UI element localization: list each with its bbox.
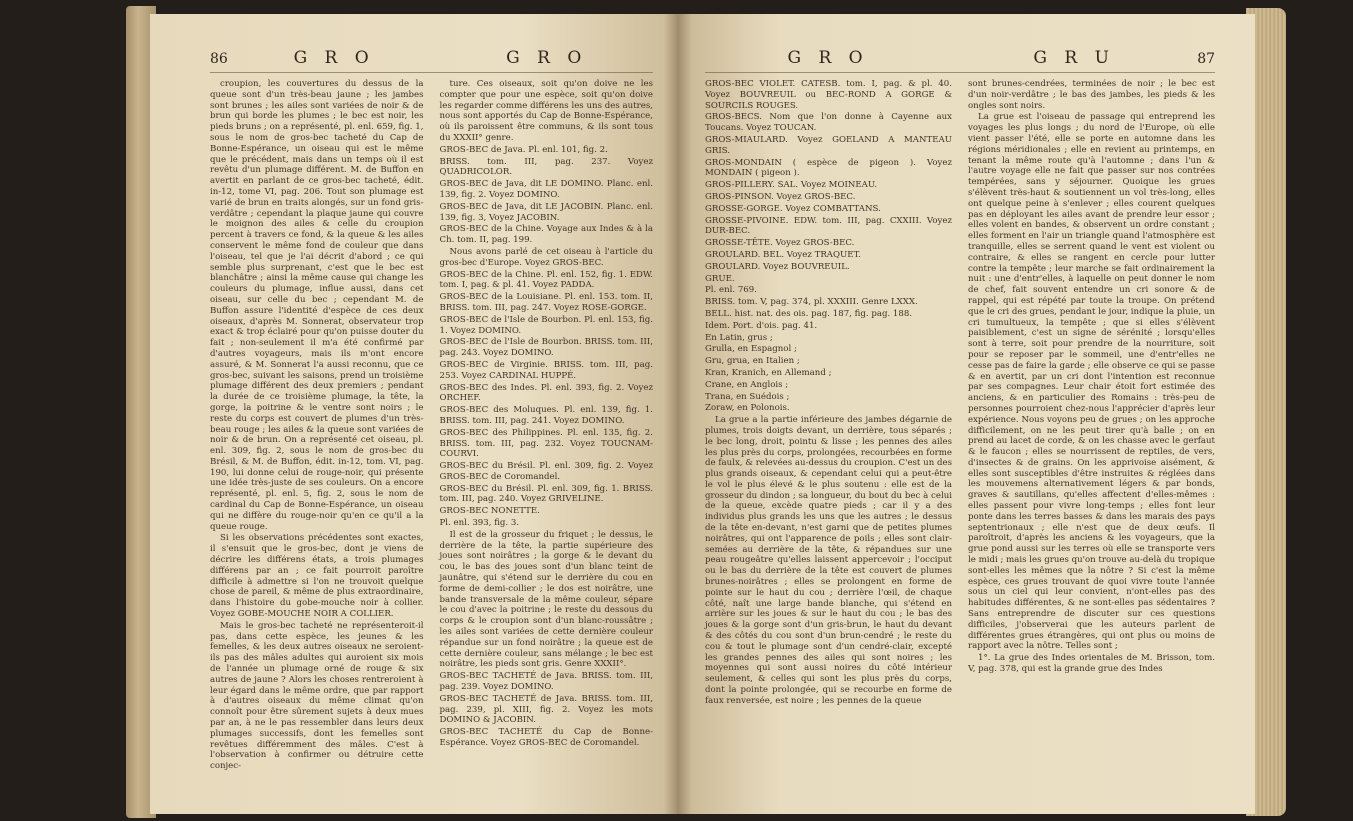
- paragraph: La grue est l'oiseau de passage qui entreprend les voyages les plus longs ; du nord de l'Europe, où elle vient passer l'été, elle se porte en automne dans les régions méridionales ; elle en revient au printemps, en tenant la même route qu'à l'automne ; dans l'un & l'autre voyage elle ne fait que passer sur nos contrées tempérées, sans y séjourner. Quoique les grues s'élèvent très-haut & soutiennent un vol très-long, elles ont quelque peine à s'enlever ; elles courent quelques pas en déployant les ailes avant de prendre leur essor ; elles volent en bandes, & observent un ordre constant ; elles forment en l'air un triangle quand l'atmosphère est tranquille, elles se serrent quand le vent est violent ou contraire, & elles se rangent en cercle pour lutter contre la tempête ; leur marche se fait ordinairement la nuit : une d'entr'elles, à laquelle on peut donner le nom de chef, fait souvent entendre un cri sonore & de rappel, qui est répété par toute la troupe. On prétend que le cri des grues, pendant le jour, indique la pluie, un cri tumultueux, la tempête ; que si elles s'élèvent paisiblement, c'est un signe de sérénité ; lorsqu'elles sont à terre, soit pour prendre de la nourriture, soit pour se reposer par le sommeil, une d'entr'elles ne cesse pas de faire la garde ; elle observe ce qui se passe & en avertit, par un cri dont l'intention est reconnue par ses compagnes. Leur chair étoit fort estimée des anciens, & en particulier des Romains : très-peu de personnes pourroient chez-nous l'apprécier d'après leur expérience. Nous voyons peu de grues ; on les approche difficilement, on ne les peut tirer qu'à balle ; on en prend au lacet de corde, & on les chasse avec le gerfaut & le faucon ; elles se nourrissent de reptiles, de vers, d'insectes & de grains. On les apprivoise aisément, & elles sont susceptibles d'être instruites & réglées dans les mouvemens alternativement légers & par bonds, graves & sautillans, qu'elles affectent d'elles-mêmes : elles passent pour vivre long-temps ; elles font leur ponte dans les terres basses & dans les marais des pays septentrionaux ; elle n'est que de deux œufs. Il paroîtroit, d'après les anciens & les voyageurs, que la grue pond aussi sur les terres où elle se transporte vers le midi ; mais les grues qu'on trouve au-delà du tropique sont-elles les mêmes que la nôtre ? Si c'est la même espèce, ces grues trouvant de quoi vivre toute l'année sous un ciel qui leur convient, n'ont-elles pas des habitudes différentes, & ne sont-elles pas sédentaires ? Sans entreprendre de discuter sur ces questions difficiles, j'observerai que les auteurs parlent de différentes grues étrangères, qui ont plus ou moins de rapport avec la nôtre. Telles sont ;: [968, 112, 1215, 652]
- entry: GROS-BEC TACHETÉ du Cap de Bonne-Espérance. Voyez GROS-BEC de Coromandel.: [439, 727, 653, 749]
- book-gutter-shadow: [664, 14, 692, 814]
- entry: Zoraw, en Polonois.: [705, 403, 790, 414]
- right-columns: [705, 79, 1215, 708]
- entry: Pl. enl. 769.: [705, 285, 757, 296]
- entry: GROS-BEC TACHETÉ de Java. BRISS. tom. III, pag. 239, pl. XIII, fig. 2. Voyez les mots DOMINO & JACOBIN.: [439, 693, 653, 726]
- entry: Idem. Port. d'ois. pag. 41.: [705, 320, 818, 331]
- left-header-right: G R O: [506, 48, 588, 68]
- entry: GROSSE-PIVOINE. EDW. tom. III, pag. CXXIII. Voyez DUR-BEC.: [705, 215, 952, 237]
- right-column-1: [705, 79, 952, 708]
- entry: BRISS. tom. V, pag. 374, pl. XXXIII. Genre LXXX.: [705, 297, 918, 308]
- entry: GROSSE-TÊTE. Voyez GROS-BEC.: [705, 238, 855, 249]
- right-header-rule: [705, 72, 1215, 73]
- paragraph: 1°. La grue des Indes orientales de M. Brisson, tom. V, pag. 378, qui est la grande grue des Indes: [968, 653, 1215, 675]
- entry: Trana, en Suédois ;: [705, 391, 790, 402]
- entry: GROS-PINSON. Voyez GROS-BEC.: [705, 191, 856, 202]
- entry: GROS-BECS. Nom que l'on donne à Cayenne aux Toucans. Voyez TOUCAN.: [705, 112, 952, 134]
- entry: Gru, grua, en Italien ;: [705, 356, 800, 367]
- entry: BELL. hist. nat. des ois. pag. 187, fig. pag. 188.: [705, 308, 913, 319]
- right-page-number: 87: [1197, 51, 1216, 67]
- paragraph: ture. Ces oiseaux, soit qu'on doive ne les compter que pour une espèce, soit qu'on doive les regarder comme différens les uns des autres, nous sont apportés du Cap de Bonne-Espérance, où ils paroissent être communs, & ils sont tous du XXXII° genre.: [439, 79, 653, 143]
- left-header-rule: [210, 72, 653, 73]
- left-page: [150, 14, 677, 814]
- entry: GROULARD. BEL. Voyez TRAQUET.: [705, 249, 861, 260]
- paragraph: croupion, les couvertures du dessus de la queue sont d'un très-beau jaune ; les jambes sont brunes ; les ailes sont variées de noir & de brun qui borde les plumes ; le bec est noir, les pieds bruns ; on a représenté, pl. enl. 659, fig. 1, sous le nom de gros-bec tacheté du Cap de Bonne-Espérance, un oiseau qui est le même que le précédent, mais dans un temps où il est revêtu d'un plumage différent. M. de Buffon en avertit en parlant de ce gros-bec tacheté, édit. in-12, tome VI, pag. 206. Tout son plumage est varié de brun en traits alongés, sur un fond gris-verdâtre ; cependant la plaque jaune qui couvre le moignon des ailes & celle du croupion percent à travers ce fond, & la queue & les ailes conservent le même fond de couleur que dans l'oiseau, tel que je l'ai décrit d'abord ; ce qui semble plus surprenant, c'est que le bec est blanchâtre ; ainsi la même cause qui change les couleurs du plumage, influe aussi, dans cet oiseau, sur celle du bec ; cependant M. de Buffon assure l'identité d'espèce de ces deux oiseaux, d'après M. Sonnerat, observateur trop exact & trop éclairé pour qu'on puisse douter du fait ; non-seulement il m'a été confirmé par d'autres voyageurs, mais ils m'ont encore assuré, & M. Sonnerat l'a aussi reconnu, que ce gros-bec, suivant les saisons, prend un troisième plumage différent des deux premiers ; pendant la durée de ce troisième plumage, la tête, la gorge, la poitrine & le ventre sont noirs ; le reste du corps est couvert de plumes d'un très-beau rouge ; les ailes & la queue sont variées de noir & de brun. On a représenté cet oiseau, pl. enl. 309, fig. 2, sous le nom de gros-bec du Brésil, & M. de Buffon, édit. in-12, tom. VI, pag. 190, lui donne celui de rouge-noir, qui présente une idée très-juste de ses couleurs. On a encore représenté, pl. enl. 5, fig. 2, sous le nom de cardinal du Cap de Bonne-Espérance, un oiseau qui ne diffère du rouge-noir qu'en ce qu'il a la queue rouge.: [210, 79, 424, 532]
- entry: BRISS. tom. III, pag. 237. Voyez QUADRICOLOR.: [439, 156, 653, 178]
- paragraph: La grue a la partie inférieure des jambes dégarnie de plumes, trois doigts devant, un derrière, tous séparés ; le bec long, droit, pointu & lisse ; les pennes des ailes les plus près du corps, prolongées, recourbées en forme de faulx, & relevées au-dessus du croupion. C'est un des plus grands oiseaux, & cependant celui qui a peut-être le vol le plus élevé & le plus soutenu : elle est de la grosseur du dindon ; sa longueur, du bout du bec à celui de la queue, excède quatre pieds ; car il y a des individus plus grands les uns que les autres ; le dessus de la tête en-devant, n'est garni que de petites plumes noirâtres, qui ont l'apparence de poils ; elles sont clair-semées au derrière de la tête, & répandues sur une peau rougeâtre qu'elles laissent appercevoir ; l'occiput ou le bas du derrière de la tête est couvert de plumes brunes-noirâtres ; elles se prolongent en forme de pointe sur le haut du cou ; derrière l'œil, de chaque côté, naît une large bande blanche, qui s'étend en arrière sur les joues & sur le haut du cou ; le bas des joues & la gorge sont d'un gris-brun, le haut du devant & des côtés du cou sont d'un brun-cendré ; le reste du cou & tout le plumage sont d'un cendré-clair, excepté les grandes pennes des ailes qui sont noires ; les moyennes qui sont aussi noires du côté intérieur seulement, & celles qui sont les plus près du corps, dont la pointe prolongée, qui se recourbe en forme de faux renversée, est noire ; les pennes de la queue: [705, 415, 952, 706]
- right-header-left: G R O: [787, 48, 869, 68]
- left-column-1: [210, 79, 424, 773]
- entry: GROS-BEC de la Chine. Pl. enl. 152, fig. 1. EDW. tom. I, pag. & pl. 41. Voyez PADDA.: [439, 269, 653, 291]
- entry: GROS-BEC des Indes. Pl. enl. 393, fig. 2. Voyez ORCHEF.: [439, 382, 653, 404]
- paragraph: sont brunes-cendrées, terminées de noir ; le bec est d'un noir-verdâtre ; le bas des jambes, les pieds & les ongles sont noirs.: [968, 79, 1215, 111]
- left-running-head: [210, 48, 653, 70]
- entry: GROS-BEC de l'Isle de Bourbon. BRISS. tom. III, pag. 243. Voyez DOMINO.: [439, 337, 653, 359]
- left-header-left: G R O: [293, 48, 375, 68]
- right-header-right: G R U: [1033, 48, 1115, 68]
- entry: En Latin, grus ;: [705, 332, 773, 343]
- entry: GROS-BEC NONETTE.: [439, 506, 540, 517]
- entry: GROS-MONDAIN ( espèce de pigeon ). Voyez MONDAIN ( pigeon ).: [705, 157, 952, 179]
- entry: Crane, en Anglois ;: [705, 379, 789, 390]
- paragraph: Nous avons parlé de cet oiseau à l'article du gros-bec d'Europe. Voyez GROS-BEC.: [439, 246, 653, 268]
- entry: GROULARD. Voyez BOUVREUIL.: [705, 261, 850, 272]
- paragraph: Il est de la grosseur du friquet ; le dessus, le derrière de la tête, la partie supérieure des joues sont noirâtres ; la gorge & le devant du cou, le bas des joues sont d'un blanc teint de jaunâtre, qui s'étend sur le derrière du cou en forme de demi-collier ; le dos est noirâtre, une bande transversale de la même couleur, sépare le cou d'avec la poitrine ; le reste du dessous du corps & le croupion sont d'un blanc-roussâtre ; les ailes sont variées de cette dernière couleur répandue sur un fond noirâtre ; la queue est de cette dernière couleur, sans mélange ; le bec est noirâtre, les pieds sont gris. Genre XXXII°.: [439, 529, 653, 670]
- entry: GROS-BEC des Moluques. Pl. enl. 139, fig. 1. BRISS. tom. III, pag. 241. Voyez DOMINO.: [439, 405, 653, 426]
- entry: GROS-BEC de la Louisiane. Pl. enl. 153. tom. II, BRISS. tom. III, pag. 247. Voyez ROSE-GORGE.: [439, 292, 653, 313]
- entry: GROS-BEC de l'Isle de Bourbon. Pl. enl. 153, fig. 1. Voyez DOMINO.: [439, 314, 653, 336]
- left-columns: [210, 79, 653, 773]
- entry: GRUE.: [705, 273, 735, 284]
- entry: GROS-BEC de Java. Pl. enl. 101, fig. 2.: [439, 144, 608, 155]
- paragraph: Si les observations précédentes sont exactes, il s'ensuit que le gros-bec, dont je viens de décrire les différens états, a trois plumages différens par an ; ce fait pourroit paroître difficile à admettre si l'on ne trouvoit quelque chose de pareil, & même de plus extraordinaire, dans l'histoire du gobe-mouche noir à collier. Voyez GOBE-MOUCHE NOIR A COLLIER.: [210, 533, 424, 620]
- entry: GROS-BEC du Brésil. Pl. enl. 309, fig. 2. Voyez GROS-BEC de Coromandel.: [439, 461, 653, 482]
- right-column-2: [968, 79, 1215, 708]
- entry: GROS-BEC de Java, dit LE JACOBIN. Planc. enl. 139, fig. 3, Voyez JACOBIN.: [439, 201, 653, 223]
- entry: GROS-MIAULARD. Voyez GOELAND A MANTEAU GRIS.: [705, 134, 952, 156]
- left-column-2: [440, 79, 654, 773]
- entry: GROS-BEC de Virginie. BRISS. tom. III, pag. 253. Voyez CARDINAL HUPPÉ.: [439, 359, 653, 381]
- entry: Grulla, en Espagnol ;: [705, 344, 797, 355]
- entry: GROS-BEC TACHETÉ de Java. BRISS. tom. III, pag. 239. Voyez DOMINO.: [439, 671, 653, 693]
- entry: GROS-BEC du Brésil. Pl. enl. 309, fig. 1. BRISS. tom. III, pag. 240. Voyez GRIVELINE.: [439, 483, 653, 505]
- entry: Kran, Kranich, en Allemand ;: [705, 367, 832, 378]
- right-running-head: [705, 48, 1215, 70]
- entry: GROS-BEC VIOLET. CATESB. tom. I, pag. & pl. 40. Voyez BOUVREUIL ou BEC-ROND A GORGE & SOURCILS ROUGES.: [705, 79, 952, 111]
- entry: GROSSE-GORGE. Voyez COMBATTANS.: [705, 203, 881, 214]
- right-page: [677, 14, 1255, 814]
- entry: Pl. enl. 393, fig. 3.: [439, 518, 520, 529]
- entry: GROS-BEC de la Chine. Voyage aux Indes & à la Ch. tom. II, pag. 199.: [439, 224, 653, 246]
- left-page-number: 86: [210, 51, 228, 67]
- entry: GROS-BEC des Philippines. Pl. enl. 135, fig. 2. BRISS. tom. III, pag. 232. Voyez TOUCNAM-COURVI.: [439, 427, 653, 460]
- paragraph: Mais le gros-bec tacheté ne représenteroit-il pas, dans cette espèce, les jeunes & les femelles, & les deux autres oiseaux ne seroient-ils pas des mâles adultes qui auroient six mois de l'année un plumage orné de rouge & six autres de jaune ? Alors les choses rentreroient à leur égard dans le même ordre, que par rapport à d'autres oiseaux du même climat qu'on connoît pour être sûrement sujets à deux mues par an, à ne le pas ressembler dans leurs deux plumages successifs, dont les femelles sont revêtues différemment des mâles. C'est à l'observation à confirmer ou détruire cette conjec-: [210, 620, 424, 772]
- entry: GROS-PILLERY. SAL. Voyez MOINEAU.: [705, 180, 878, 191]
- entry: GROS-BEC de Java, dit LE DOMINO. Planc. enl. 139, fig. 2. Voyez DOMINO.: [439, 179, 653, 200]
